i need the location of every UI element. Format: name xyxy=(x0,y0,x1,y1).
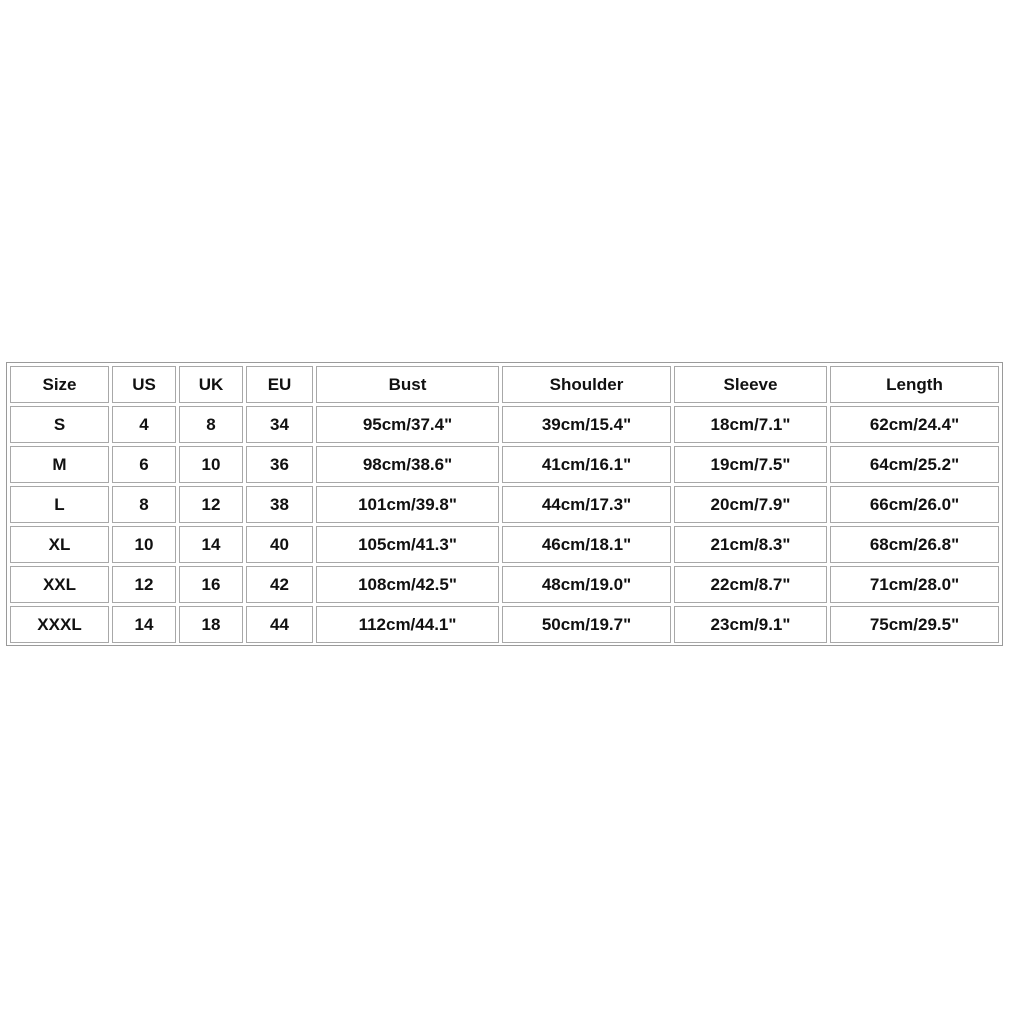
length-cell: 66cm/26.0" xyxy=(830,486,999,523)
bust-cell: 95cm/37.4" xyxy=(316,406,499,443)
header-cell-eu: EU xyxy=(246,366,313,403)
table-row xyxy=(10,446,999,483)
table-row xyxy=(10,406,999,443)
sleeve-cell: 18cm/7.1" xyxy=(674,406,827,443)
size-cell: M xyxy=(10,446,109,483)
header-cell-uk: UK xyxy=(179,366,243,403)
sleeve-cell: 22cm/8.7" xyxy=(674,566,827,603)
shoulder-cell: 41cm/16.1" xyxy=(502,446,671,483)
header-cell-sleeve: Sleeve xyxy=(674,366,827,403)
sleeve-cell: 20cm/7.9" xyxy=(674,486,827,523)
length-cell: 71cm/28.0" xyxy=(830,566,999,603)
eu-cell: 42 xyxy=(246,566,313,603)
header-cell-length: Length xyxy=(830,366,999,403)
header-cell-size: Size xyxy=(10,366,109,403)
size-cell: XXL xyxy=(10,566,109,603)
sleeve-cell: 19cm/7.5" xyxy=(674,446,827,483)
uk-cell: 10 xyxy=(179,446,243,483)
size-cell: S xyxy=(10,406,109,443)
eu-cell: 34 xyxy=(246,406,313,443)
shoulder-cell: 48cm/19.0" xyxy=(502,566,671,603)
shoulder-cell: 46cm/18.1" xyxy=(502,526,671,563)
size-cell: L xyxy=(10,486,109,523)
shoulder-cell: 50cm/19.7" xyxy=(502,606,671,643)
eu-cell: 40 xyxy=(246,526,313,563)
length-cell: 64cm/25.2" xyxy=(830,446,999,483)
table-row xyxy=(10,526,999,563)
uk-cell: 16 xyxy=(179,566,243,603)
uk-cell: 12 xyxy=(179,486,243,523)
header-cell-bust: Bust xyxy=(316,366,499,403)
bust-cell: 98cm/38.6" xyxy=(316,446,499,483)
uk-cell: 18 xyxy=(179,606,243,643)
eu-cell: 38 xyxy=(246,486,313,523)
size-cell: XXXL xyxy=(10,606,109,643)
size-cell: XL xyxy=(10,526,109,563)
bust-cell: 105cm/41.3" xyxy=(316,526,499,563)
header-row xyxy=(10,366,999,403)
us-cell: 14 xyxy=(112,606,176,643)
sleeve-cell: 23cm/9.1" xyxy=(674,606,827,643)
us-cell: 6 xyxy=(112,446,176,483)
bust-cell: 112cm/44.1" xyxy=(316,606,499,643)
sleeve-cell: 21cm/8.3" xyxy=(674,526,827,563)
header-cell-shoulder: Shoulder xyxy=(502,366,671,403)
eu-cell: 36 xyxy=(246,446,313,483)
size-chart-table xyxy=(7,363,1002,646)
table-row xyxy=(10,566,999,603)
length-cell: 68cm/26.8" xyxy=(830,526,999,563)
bust-cell: 101cm/39.8" xyxy=(316,486,499,523)
size-chart xyxy=(6,362,1003,646)
length-cell: 62cm/24.4" xyxy=(830,406,999,443)
eu-cell: 44 xyxy=(246,606,313,643)
us-cell: 4 xyxy=(112,406,176,443)
us-cell: 8 xyxy=(112,486,176,523)
table-row xyxy=(10,486,999,523)
table-row xyxy=(10,606,999,643)
us-cell: 10 xyxy=(112,526,176,563)
bust-cell: 108cm/42.5" xyxy=(316,566,499,603)
header-cell-us: US xyxy=(112,366,176,403)
shoulder-cell: 39cm/15.4" xyxy=(502,406,671,443)
shoulder-cell: 44cm/17.3" xyxy=(502,486,671,523)
length-cell: 75cm/29.5" xyxy=(830,606,999,643)
us-cell: 12 xyxy=(112,566,176,603)
uk-cell: 14 xyxy=(179,526,243,563)
uk-cell: 8 xyxy=(179,406,243,443)
